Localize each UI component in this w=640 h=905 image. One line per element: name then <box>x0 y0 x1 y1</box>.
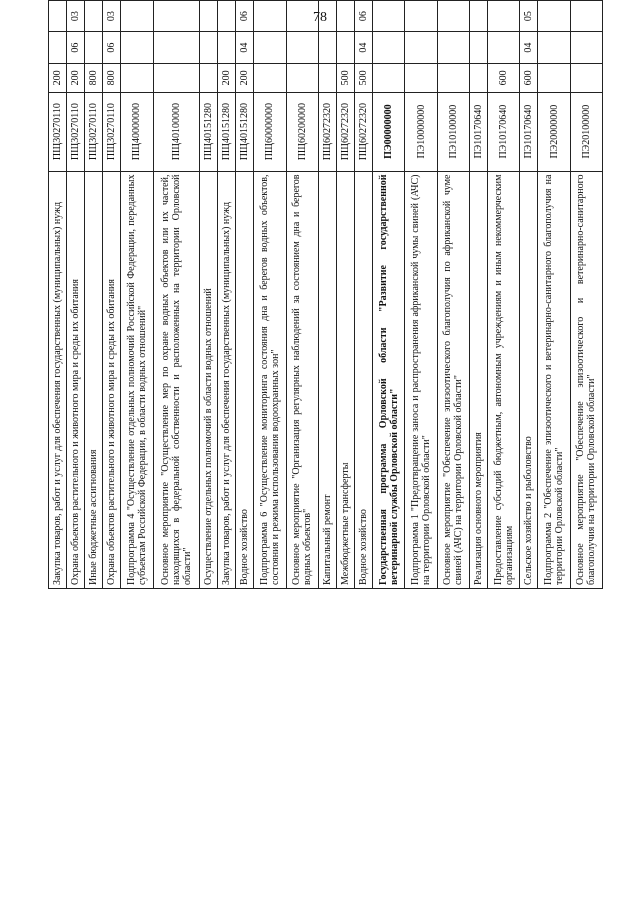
name-cell: Капитальный ремонт <box>318 171 336 588</box>
subsection-cell <box>200 0 218 32</box>
name-cell: Охрана объектов растительного и животного мира и среды их обитания <box>67 171 85 588</box>
target-article-cell: ПЭ10170640 <box>520 92 538 171</box>
section-cell <box>405 32 437 64</box>
target-article-cell: ПЩ30270110 <box>67 92 85 171</box>
name-cell: Подпрограмма 1 "Предотвращение заноса и распространения африканской чумы свиней (АЧС) на территории Орловской области" <box>405 171 437 588</box>
subsection-cell: 05 <box>520 0 538 32</box>
expense-type-cell <box>153 63 199 92</box>
name-cell: Охрана объектов растительного и животного мира и среды их обитания <box>103 171 121 588</box>
section-cell <box>318 32 336 64</box>
expense-type-cell: 800 <box>85 63 103 92</box>
expense-type-cell <box>254 63 286 92</box>
target-article-cell: ПЩ60000000 <box>254 92 286 171</box>
target-article-cell: ПЭ20000000 <box>538 92 570 171</box>
subsection-cell <box>538 0 570 32</box>
name-cell: Основное мероприятие "Организация регулярных наблюдений за состоянием дна и берегов водных объектов" <box>286 171 318 588</box>
subsection-cell <box>121 0 153 32</box>
target-article-cell: ПЩ60272320 <box>336 92 354 171</box>
target-article-cell: ПЭ10170640 <box>469 92 487 171</box>
table-row <box>153 0 199 589</box>
expense-type-cell: 200 <box>218 63 236 92</box>
table-row <box>236 0 254 589</box>
section-cell <box>286 32 318 64</box>
target-article-cell: ПЩ30270110 <box>85 92 103 171</box>
table-row <box>405 0 437 589</box>
section-cell <box>336 32 354 64</box>
table-row <box>336 0 354 589</box>
section-cell <box>538 32 570 64</box>
table-row <box>488 0 520 589</box>
table-row <box>49 0 67 589</box>
expense-type-cell <box>318 63 336 92</box>
name-cell: Подпрограмма 2 "Обеспечение эпизоотического и ветеринарно-санитарного благополучия на территории Орловской области" <box>538 171 570 588</box>
name-cell: Осуществление отдельных полномочий в области водных отношений <box>200 171 218 588</box>
table-row <box>373 0 405 589</box>
section-cell <box>437 32 469 64</box>
name-cell: Иные бюджетные ассигнования <box>85 171 103 588</box>
target-article-cell: ПЭ10100000 <box>437 92 469 171</box>
section-cell <box>488 32 520 64</box>
name-cell: Основное мероприятие "Осуществление мер по охране водных объектов или их частей, находящихся в федеральной собственности и расположенных на территории Орловской области" <box>153 171 199 588</box>
table-row <box>67 0 85 589</box>
target-article-cell: ПЩ40100000 <box>153 92 199 171</box>
name-cell: Основное мероприятие "Обеспечение эпизоотического и ветеринарно-санитарного благополучия на территории Орловской области" <box>570 171 602 588</box>
expense-type-cell <box>373 63 405 92</box>
section-cell <box>85 32 103 64</box>
expense-type-cell: 200 <box>67 63 85 92</box>
section-cell <box>373 32 405 64</box>
table-row <box>538 0 570 589</box>
section-cell <box>200 32 218 64</box>
subsection-cell <box>336 0 354 32</box>
subsection-cell <box>437 0 469 32</box>
table-row <box>103 0 121 589</box>
section-cell: 06 <box>67 32 85 64</box>
name-cell: Предоставление субсидий бюджетным, автономным учреждениям и иным некоммерческим организациям <box>488 171 520 588</box>
subsection-cell <box>153 0 199 32</box>
section-cell: 06 <box>103 32 121 64</box>
expense-type-cell <box>121 63 153 92</box>
subsection-cell <box>318 0 336 32</box>
section-cell: 04 <box>355 32 373 64</box>
target-article-cell: ПЭ20100000 <box>570 92 602 171</box>
expense-type-cell <box>570 63 602 92</box>
table-row <box>218 0 236 589</box>
subsection-cell: 06 <box>236 0 254 32</box>
table-row <box>286 0 318 589</box>
target-article-cell: ПЩ40151280 <box>218 92 236 171</box>
subsection-cell <box>488 0 520 32</box>
expense-type-cell: 200 <box>236 63 254 92</box>
subsection-cell <box>218 0 236 32</box>
table-row <box>85 0 103 589</box>
name-cell: Подпрограмма 4 "Осуществление отдельных полномочий Российской Федерации, переданных субъектам Российской Федерации, в области водных отношений" <box>121 171 153 588</box>
target-article-cell: ПЩ60272320 <box>355 92 373 171</box>
table-body <box>49 0 603 589</box>
table-row <box>254 0 286 589</box>
section-cell <box>218 32 236 64</box>
subsection-cell <box>570 0 602 32</box>
table-row <box>121 0 153 589</box>
expense-type-cell <box>437 63 469 92</box>
target-article-cell: ПЩ40151280 <box>236 92 254 171</box>
expense-type-cell: 800 <box>103 63 121 92</box>
subsection-cell <box>49 0 67 32</box>
expense-type-cell <box>200 63 218 92</box>
name-cell: Государственная программа Орловской области "Развитие государственной ветеринарной службы Орловской области" <box>373 171 405 588</box>
expense-type-cell: 200 <box>49 63 67 92</box>
subsection-cell <box>469 0 487 32</box>
table-row <box>200 0 218 589</box>
subsection-cell: 03 <box>67 0 85 32</box>
expense-type-cell: 500 <box>336 63 354 92</box>
table-row <box>570 0 602 589</box>
target-article-cell: ПЭ00000000 <box>373 92 405 171</box>
section-cell: 04 <box>520 32 538 64</box>
expense-type-cell: 600 <box>520 63 538 92</box>
subsection-cell: 06 <box>355 0 373 32</box>
subsection-cell <box>373 0 405 32</box>
name-cell: Реализация основного мероприятия <box>469 171 487 588</box>
expense-type-cell: 500 <box>355 63 373 92</box>
expense-type-cell <box>405 63 437 92</box>
name-cell: Основное мероприятие "Обеспечение эпизоотического благополучия по африканской чуме свиней (АЧС) на территории Орловской области" <box>437 171 469 588</box>
budget-table <box>48 0 603 589</box>
section-cell <box>121 32 153 64</box>
subsection-cell: 03 <box>103 0 121 32</box>
section-cell <box>469 32 487 64</box>
expense-type-cell <box>286 63 318 92</box>
target-article-cell: ПЩ40151280 <box>200 92 218 171</box>
target-article-cell: ПЭ10170640 <box>488 92 520 171</box>
name-cell: Межбюджетные трансферты <box>336 171 354 588</box>
table-row <box>437 0 469 589</box>
page-number: 78 <box>313 10 327 25</box>
target-article-cell: ПЭ10000000 <box>405 92 437 171</box>
section-cell: 04 <box>236 32 254 64</box>
section-cell <box>570 32 602 64</box>
target-article-cell: ПЩ30270110 <box>103 92 121 171</box>
name-cell: Водное хозяйство <box>236 171 254 588</box>
section-cell <box>153 32 199 64</box>
target-article-cell: ПЩ40000000 <box>121 92 153 171</box>
name-cell: Закупка товаров, работ и услуг для обеспечения государственных (муниципальных) нужд <box>218 171 236 588</box>
table-row <box>355 0 373 589</box>
section-cell <box>254 32 286 64</box>
expense-type-cell: 600 <box>488 63 520 92</box>
table-row <box>520 0 538 589</box>
subsection-cell <box>85 0 103 32</box>
subsection-cell <box>286 0 318 32</box>
name-cell: Подпрограмма 6 "Осуществление мониторинга состояния дна и берегов водных объектов, состояния и режима использования водоохранных зон" <box>254 171 286 588</box>
name-cell: Закупка товаров, работ и услуг для обеспечения государственных (муниципальных) нужд <box>49 171 67 588</box>
target-article-cell: ПЩ60272320 <box>318 92 336 171</box>
name-cell: Водное хозяйство <box>355 171 373 588</box>
expense-type-cell <box>469 63 487 92</box>
table-row <box>469 0 487 589</box>
target-article-cell: ПЩ60200000 <box>286 92 318 171</box>
section-cell <box>49 32 67 64</box>
expense-type-cell <box>538 63 570 92</box>
table-row <box>318 0 336 589</box>
subsection-cell <box>405 0 437 32</box>
subsection-cell <box>254 0 286 32</box>
name-cell: Сельское хозяйство и рыболовство <box>520 171 538 588</box>
target-article-cell: ПЩ30270110 <box>49 92 67 171</box>
